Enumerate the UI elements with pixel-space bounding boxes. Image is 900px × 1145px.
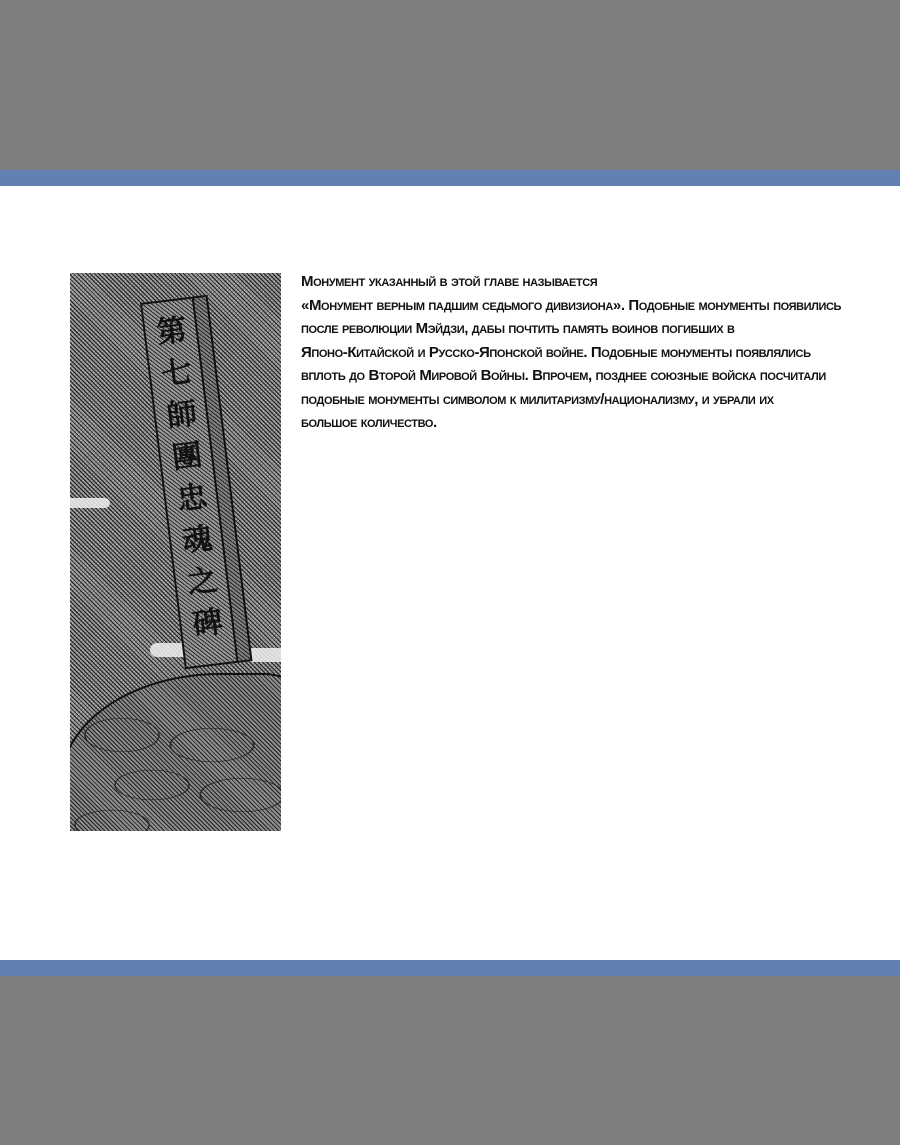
monument-inscription: 第 七 師 團 忠 魂 之 碑 [154, 312, 225, 643]
cloud-shape [70, 498, 110, 508]
monument-illustration [70, 273, 281, 831]
note-line: Монумент указанный в этой главе называется [301, 273, 598, 290]
bottom-blue-stripe [0, 960, 900, 976]
translator-note [301, 270, 891, 435]
note-line: после революции Мэйдзи, дабы почтить память воинов погибших в [301, 320, 735, 337]
top-gray-band [0, 0, 900, 170]
note-line: вплоть до Второй Мировой Войны. Впрочем, позднее союзные войска посчитали [301, 367, 826, 384]
rock-mound [70, 673, 281, 831]
bottom-gray-band [0, 976, 900, 1145]
note-line: большое количество. [301, 414, 437, 431]
note-line: «Монумент верным падшим седьмого дивизиона». Подобные монументы появились [301, 296, 842, 314]
monument-pillar [140, 295, 252, 670]
note-line: подобные монументы символом к милитаризму/национализму, и убрали их [301, 390, 774, 408]
top-blue-stripe [0, 170, 900, 186]
note-line: Японо-Китайской и Русско-Японской войне. Подобные монументы появлялись [301, 343, 811, 361]
